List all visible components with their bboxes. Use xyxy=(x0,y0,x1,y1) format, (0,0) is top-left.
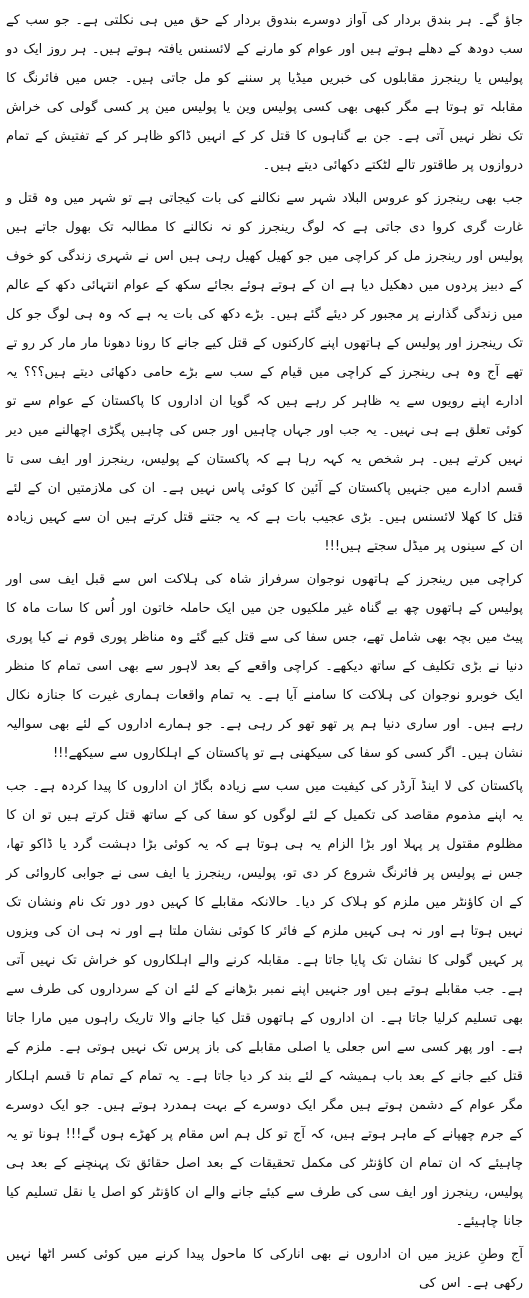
article-paragraph-2: جب بھی رینجرز کو عروس البلاد شہر سے نکالنے کی بات کیجاتی ہے تو شہر میں وہ قتل و غارت گری کروا دی جاتی ہے کہ لوگ رینجرز کو نہ نکالنے کا مطالبہ تک بھول جاتے ہیں پولیس اور رینجرز مل کر کراچی میں جو کھیل کھیل رہی ہیں اس نے شہری زندگی کو خوف کے دبیز پردوں میں دھکیل دیا ہے ان کے ہوتے ہوئے بجائے سکھ کے عوام انتہائی دکھ کے عالم میں زندگی گذارنے پر مجبور کر دیئے گئے ہیں۔ بڑے دکھ کی بات یہ ہے کہ وہ ہی لوگ جو کل تک رینجرز اور پولیس کے ہاتھوں اپنے کارکنوں کے قتل کیے جانے کا رونا دھونا مار مار کر رو تے تھے آج وہ ہی رینجرز کے کراچی میں قیام کے سب سے بڑے حامی دکھائی دیتے ہیں؟؟؟ یہ ادارے اپنے رویوں سے یہ ظاہر کر رہے ہیں کہ گویا ان اداروں کا پاکستان کے عوام سے تو کوئی تعلق ہے ہی نہیں۔ یہ جب اور جہاں چاہیں اور جس کی چاہیں پگڑی اچھالنے میں دیر نہیں کرتے ہیں۔ ہر شخص یہ کہہ رہا ہے کہ پاکستان کے پولیس، رینجرز اور ایف سی تا قسم ادارے میں جنہیں پاکستان کے آئین کا کوئی پاس نہیں ہے۔ ان کی ملازمتیں ان کے لئے قتل کا کھلا لائسنس ہیں۔ بڑی عجیب بات ہے کہ یہ جتنے قتل کرتے ہیں ان سے کہیں زیادہ ان کے سینوں پر میڈل سجتے ہیں!!! xyxy=(6,191,523,554)
article-paragraph-5: آج وطنِ عزیز میں ان اداروں نے بھی انارکی کا ماحول پیدا کرنے میں کوئی کسر اٹھا نہیں رکھی ہے۔ اس کی xyxy=(6,1247,523,1291)
article-text-column xyxy=(6,6,523,1291)
article-paragraph-1: جاؤ گے۔ ہر بندق بردار کی آواز دوسرے بندوق بردار کے حق میں ہی نکلتی ہے۔ جو سب کے سب دودھ کے دھلے ہوتے ہیں اور عوام کو مارنے کے لائسنس یافتہ ہوتے ہیں۔ ہر روز ایک دو پولیس یا رینجرز مقابلوں کی خبریں میڈیا پر سننے کو مل جاتی ہیں۔ جس میں فائرنگ کا مقابلہ تو ہوتا ہے مگر کبھی بھی کسی پولیس وین یا پولیس مین پر کسی گولی کی خراش تک نظر نہیں آتی ہے۔ جن بے گناہوں کا قتل کر کے انہیں ڈاکو ظاہر کر کے تفتیش کے تمام دروازوں پر طاقتور تالے لٹکتے دکھائی دیتے ہیں۔ xyxy=(6,13,523,173)
article-paragraph-3: کراچی میں رینجرز کے ہاتھوں نوجوان سرفراز شاہ کی ہلاکت اس سے قبل ایف سی اور پولیس کے ہاتھوں چھ بے گناہ غیر ملکیوں جن میں ایک حاملہ خاتون اور اُس کا سات ماہ کا پیٹ میں بچہ بھی شامل تھے، جس سفا کی سے قتل کیے گئے وہ مناظر پوری قوم نے کیا پوری دنیا نے بڑی تکلیف کے ساتھ دیکھے۔ کراچی واقعے کے بعد لاہور سے بھی اسی تمام کا منظر ایک خوبرو نوجوان کی ہلاکت کا سامنے آیا ہے۔ یہ تمام واقعات ہماری غیرت کا جنازہ نکال رہے ہیں۔ اور ساری دنیا ہم پر تھو تھو کر رہی ہے۔ جو ہمارے اداروں کے لئے بھی سوالیہ نشان ہیں۔ اگر کسی کو سفا کی سیکھنی ہے تو پاکستان کے اہلکاروں سے سیکھے!!! xyxy=(6,572,523,761)
article-paragraph-4: پاکستان کی لا اینڈ آرڈر کی کیفیت میں سب سے زیادہ بگاڑ ان اداروں کا پیدا کردہ ہے۔ جب یہ اپنے مذموم مقاصد کی تکمیل کے لئے لوگوں کو سفا کی کے ساتھ قتل کرتے ہیں تو ان کا مظلوم مقتول پر پہلا اور بڑا الزام یہ ہی ہوتا ہے کہ یہ کوئی بڑا دہشت گرد یا ڈاکو تھا، جس نے پولیس پر فائرنگ شروع کر دی تو، پولیس، رینجرز یا ایف سی نے جوابی کاروائی کر کے ان کاؤنٹر میں ملزم کو ہلاک کر دیا۔ حالانکہ مقابلے کا کہیں دور دور تک نام ونشان تک نہیں ہوتا ہے اور نہ ہی کہیں ملزم کے فائر کا کوئی نشان ملتا ہے اور نہ ہی ان کی ویزوں پر کہیں گولی کا نشان تک پایا جاتا ہے۔ مقابلہ کرنے والے اہلکاروں کو خراش تک نہیں آتی ہے۔ جب مقابلے ہوتے ہیں اور جنہیں اپنے نمبر بڑھانے کے لئے ان کے سرداروں کی طرف سے بھی تسلیم کرلیا جاتا ہے۔ ان اداروں کے ہاتھوں قتل کیا جانے والا تاریک راہوں میں مارا جاتا ہے۔ اور پھر کسی سے اس جعلی یا اصلی مقابلے کی باز پرس تک نہیں ہوتی ہے۔ ملزم کے قتل کیے جانے کے بعد باب ہمیشہ کے لئے بند کر دیا جاتا ہے۔ یہ تمام کے تمام تا قسم اہلکار مگر عوام کے دشمن ہوتے ہیں مگر ایک دوسرے کے بہت ہمدرد ہوتے ہیں۔ جو ایک دوسرے کے جرم چھپانے کے ماہر ہوتے ہیں، کہ آج تو کل ہم اس مقام پر کھڑے ہوں گے!!! ہونا تو یہ چاہیئے کہ ان تمام ان کاؤنٹر کی مکمل تحقیقات کے بعد اصل حقائق تک پہنچنے کے بعد ہی پولیس، رینجرز اور ایف سی کی طرف سے کیئے جانے والے ان کاؤنٹر کو اصل یا نقل تسلیم کیا جانا چاہیئے۔ xyxy=(6,779,523,1229)
